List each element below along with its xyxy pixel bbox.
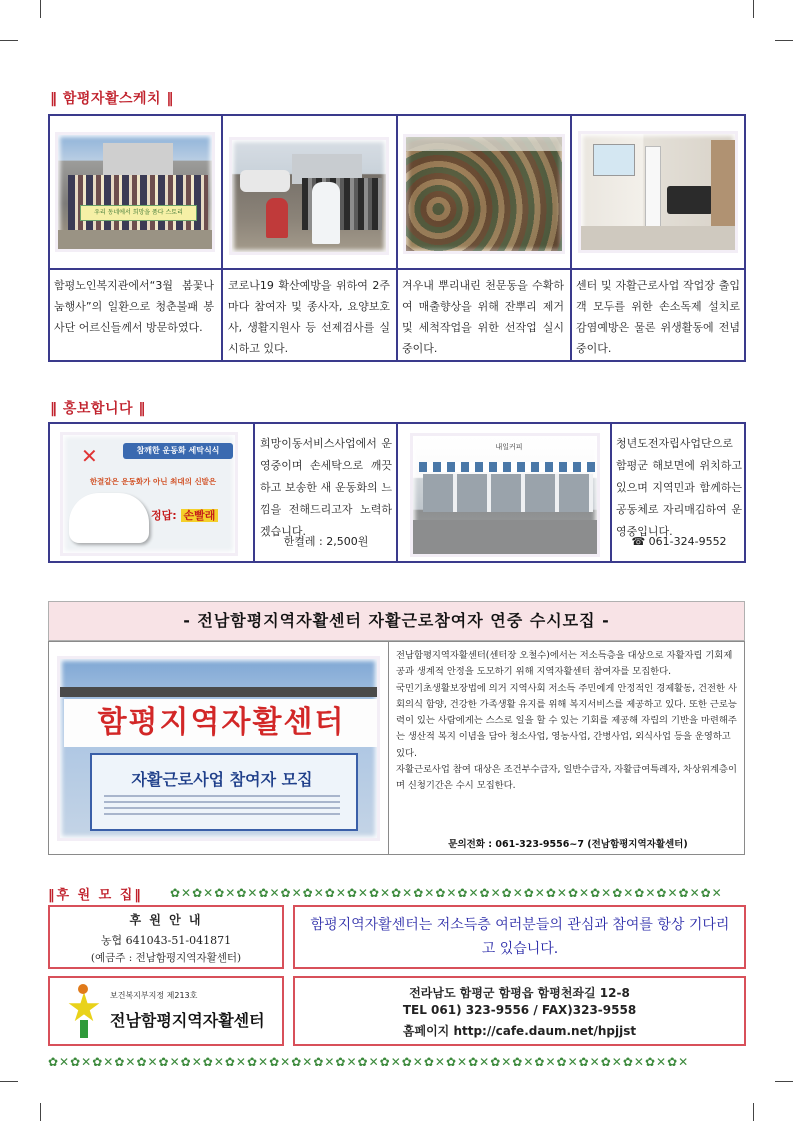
grid-divider (48, 268, 746, 270)
event-banner: 우리 동네에서 희망을 품다 스토리 (80, 205, 197, 221)
laundry-description: 희망이동서비스사업에서 운영중이며 손세탁으로 깨끗하고 보송한 새 운동화의 느낌을 전해드리고자 노력하겠습니다. (260, 437, 392, 538)
x-mark-shape: ✕ (81, 444, 98, 468)
ppe-worker-shape (312, 182, 340, 244)
donation-message: 함평지역자활센터는 저소득층 여러분들의 관심과 참여를 항상 기다리고 있습니다. (310, 917, 730, 957)
sketch-photo-covid-testing (229, 137, 389, 255)
sofa-shape (667, 186, 713, 214)
placard-detail-shape (104, 795, 340, 817)
logo-caption: 보건복지부지정 제213호 (110, 991, 198, 1000)
recruit-placard (90, 753, 358, 831)
crop-mark (40, 1103, 41, 1121)
grid-divider (396, 114, 398, 362)
sketch-photo-sanitizer (578, 131, 738, 253)
recruit-banner: - 전남함평지역자활센터 자활근로참여자 연중 수시모집 - (48, 601, 745, 641)
sketch-caption-2: 코로나19 확산예방을 위하여 2주마다 참여자 및 종사자, 요양보호사, 생활지원사 등 선제검사를 실시하고 있다. (228, 279, 390, 355)
donation-title: ‖후 원 모 집‖ (48, 888, 143, 903)
logo-name: 전남함평지역자활센터 (110, 1011, 265, 1030)
sign-header: 참깨한 운동화 세탁식식 (123, 443, 233, 459)
recruit-divider (388, 641, 389, 855)
vine-decoration-top: ✿✕✿✕✿✕✿✕✿✕✿✕✿✕✿✕✿✕✿✕✿✕✿✕✿✕✿✕✿✕✿✕✿✕✿✕✿✕✿✕✿✕✿✕✿✕✿✕✿✕ (170, 886, 723, 900)
promo-divider (610, 422, 612, 563)
sign-mid-text: 한결같은 운동화가 아닌 최대의 신발은 (89, 477, 217, 486)
crop-mark (775, 1081, 793, 1082)
workers-shape (406, 137, 565, 254)
promo-section-title: ‖ 홍보합니다 ‖ (50, 401, 146, 417)
grid-divider (570, 114, 572, 362)
contact-address: 전라남도 함평군 함평읍 함평천좌길 12-8 (409, 986, 630, 1000)
contact-tel-fax: TEL 061) 323-9556 / FAX)323-9558 (402, 1003, 637, 1017)
awning-shape (419, 462, 595, 472)
promo-divider (253, 422, 255, 563)
crop-mark (775, 40, 793, 41)
contact-homepage-link[interactable]: 홈페이지 http://cafe.daum.net/hpjjst (402, 1024, 637, 1038)
recruit-contact: 문의전화 : 061-323-9556~7 (전남함평지역자활센터) (448, 839, 688, 850)
promo-divider (396, 422, 398, 563)
donation-account-holder: (예금주 : 전남함평지역자활센터) (90, 952, 242, 964)
cafe-description: 청년도전자립사업단으로 함평군 해보면에 위치하고 있으며 지역민과 함께하는 공동체로 자리매김하여 운영중입니다. (616, 437, 742, 538)
crop-mark (0, 40, 18, 41)
donation-account: 농협 641043-51-041871 (100, 934, 232, 947)
sign-answer-label: 정답: (151, 509, 177, 522)
logo-stem-shape (80, 1020, 88, 1038)
grid-divider (221, 114, 223, 362)
sketch-caption-3: 겨우내 뿌리내린 천문동을 수확하여 매출향상을 위해 잔뿌리 제거 및 세척작업을 위한 선작업 실시중이다. (402, 279, 564, 355)
recruit-photo-center-sign (57, 656, 380, 841)
crop-mark (753, 1103, 754, 1121)
laundry-price: 한켤레 : 2,500원 (283, 535, 369, 548)
recruit-description (396, 648, 740, 795)
sign-answer-value: 손빨래 (181, 509, 219, 522)
sign-answer-box (151, 505, 235, 527)
crowd-shape (68, 175, 208, 230)
storefront-window-shape (423, 474, 593, 512)
door-shape (711, 140, 737, 240)
notice-board-shape (593, 144, 635, 176)
logo-dot-shape (78, 984, 88, 994)
shoe-shape (69, 493, 149, 543)
car-shape (240, 170, 290, 192)
sketch-photo-seniors-visit (55, 132, 215, 252)
floor-shape (581, 226, 738, 253)
sketch-section-title: ‖ 함평자활스케치 ‖ (50, 91, 174, 107)
sketch-caption-1: 함평노인복지관에서“3월 봄꽃나눔행사”의 일환으로 청춘불패 봉사단 어르신들께서 방문하였다. (54, 279, 214, 334)
crop-mark (753, 0, 754, 18)
center-logo-icon (62, 984, 106, 1038)
crop-mark (0, 1081, 18, 1082)
ground-shape (58, 230, 215, 252)
promo-photo-shoe-laundry (60, 432, 238, 556)
recruit-paragraph: 전남함평지역자활센터(센터장 오철수)에서는 저소득층을 대상으로 자활자립 기회제공과 생계적 안정을 도모하기 위해 지역자활센터 참여자를 모집한다. (396, 650, 733, 678)
vine-decoration-bottom: ✿✕✿✕✿✕✿✕✿✕✿✕✿✕✿✕✿✕✿✕✿✕✿✕✿✕✿✕✿✕✿✕✿✕✿✕✿✕✿✕✿✕✿✕✿✕✿✕✿✕✿✕✿✕✿✕✿✕ (48, 1055, 690, 1069)
greenhouse-roof-shape (406, 137, 565, 151)
road-shape (413, 520, 600, 557)
recruit-paragraph: 국민기초생활보장법에 의거 지역사회 저소득 주민에게 안정적인 경제활동, 건전한 사회의식 함양, 건강한 가족생활 유지를 위해 복지서비스를 제공하고 있다. 또한 근로능력이 있는 사람에게는 스스로 일을 할 수 있는 기회를 제공해 자립의 기반을 마련해주는 생산적 복지 이념을 담아 청소사업, 영농사업, 간병사업, 외식사업 등을 운영하고 있다. (396, 682, 737, 759)
recruit-placard-title: 자활근로사업 참여자 모집 (131, 770, 313, 789)
cafe-sign: 내일커피 (495, 443, 523, 451)
sketch-photo-root-harvest (403, 134, 565, 254)
sketch-caption-4: 센터 및 자활근로사업 작업장 출입객 모두를 위한 손소독제 설치로 감염예방은 물론 위생활동에 전념중이다. (576, 279, 740, 355)
cafe-phone: ☎ 061-324-9552 (631, 535, 727, 548)
donation-guide-title: 후 원 안 내 (129, 913, 203, 927)
seated-person-shape (266, 198, 288, 238)
promo-photo-cafe (410, 433, 600, 557)
center-sign-main: 함평지역자활센터 (64, 699, 379, 747)
sign-frame-shape (60, 687, 380, 697)
crop-mark (40, 0, 41, 18)
recruit-paragraph: 자활근로사업 참여 대상은 조건부수급자, 일반수급자, 자활급여특례자, 차상위계층이며 신청기간은 수시 모집한다. (396, 764, 737, 792)
